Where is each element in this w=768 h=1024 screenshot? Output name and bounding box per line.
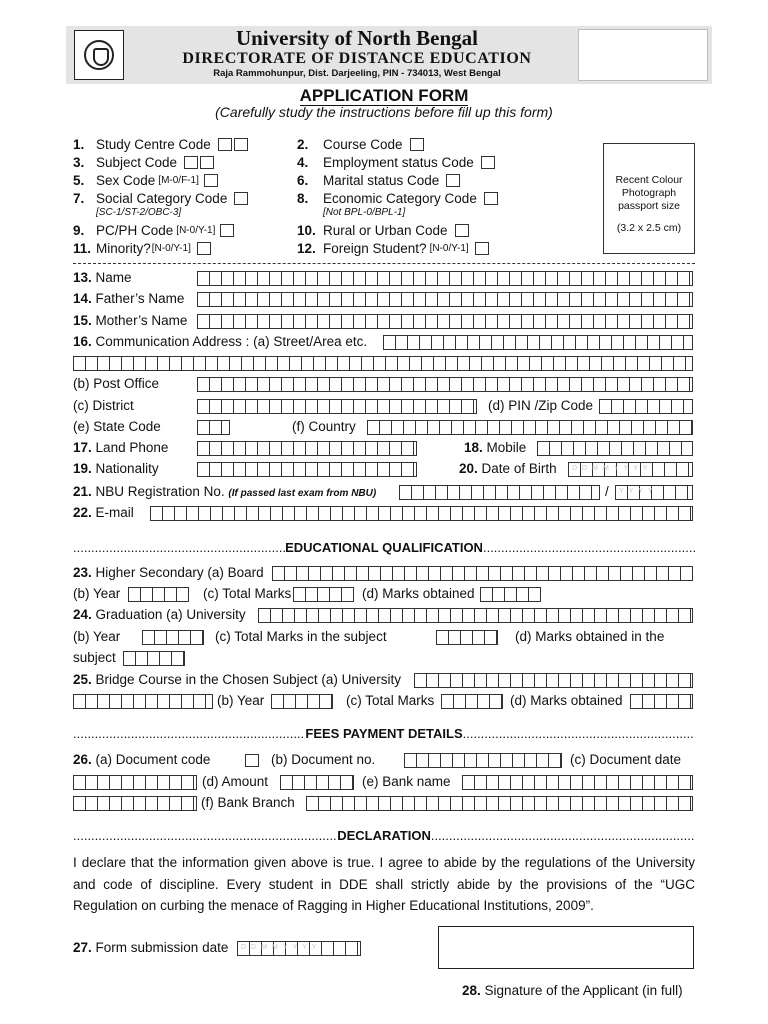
study-centre-box-2[interactable] bbox=[234, 138, 248, 151]
bridge-year-input[interactable] bbox=[271, 694, 333, 709]
bridge-university-input[interactable] bbox=[414, 673, 693, 688]
email-label: 22. E-mail bbox=[73, 505, 134, 520]
pcph-code-box[interactable] bbox=[220, 224, 234, 237]
post-office-label: (b) Post Office bbox=[73, 376, 160, 391]
email-input[interactable] bbox=[150, 506, 693, 521]
field-course-code: 2. Course Code bbox=[297, 134, 424, 154]
nationality-input[interactable] bbox=[197, 462, 417, 477]
field-marital-status: 6. Marital status Code bbox=[297, 170, 460, 190]
pin-label: (d) PIN /Zip Code bbox=[488, 398, 594, 413]
bridge-marks-obtained-label: (d) Marks obtained bbox=[510, 693, 623, 708]
hs-total-marks-input[interactable] bbox=[293, 587, 354, 602]
name-label: 13. Name bbox=[73, 270, 132, 285]
bank-name-label: (e) Bank name bbox=[362, 774, 451, 789]
graduation-university-input[interactable] bbox=[258, 608, 693, 623]
economic-category-box[interactable] bbox=[484, 192, 498, 205]
directorate-name: DIRECTORATE OF DISTANCE EDUCATION bbox=[182, 50, 532, 67]
registration-label: 21. NBU Registration No. (If passed last exam from NBU) bbox=[73, 484, 377, 499]
university-address: Raja Rammohunpur, Dist. Darjeeling, PIN - 734013, West Bengal bbox=[213, 68, 501, 79]
bank-name-input[interactable] bbox=[462, 775, 693, 790]
field-economic-category: 8. Economic Category Code bbox=[297, 188, 498, 208]
mother-name-label: 15. Mother’s Name bbox=[73, 313, 188, 328]
submission-date-label: 27. Form submission date bbox=[73, 940, 229, 955]
bank-branch-input[interactable] bbox=[306, 796, 693, 811]
economic-category-hint: [Not BPL-0/BPL-1] bbox=[323, 207, 406, 218]
office-use-box bbox=[578, 29, 708, 81]
amount-label: (d) Amount bbox=[202, 774, 269, 789]
graduation-marks-obtained-input[interactable] bbox=[123, 651, 185, 666]
document-code-box[interactable] bbox=[245, 754, 259, 767]
field-subject-code: 3. Subject Code bbox=[73, 152, 214, 172]
nationality-label: 19. Nationality bbox=[73, 461, 159, 476]
employment-status-box[interactable] bbox=[481, 156, 495, 169]
registration-year-hint: YYYY bbox=[619, 488, 658, 495]
photo-line-1: Recent Colour bbox=[615, 174, 683, 186]
course-code-box[interactable] bbox=[410, 138, 424, 151]
graduation-marks-obtained-label: (d) Marks obtained in the bbox=[515, 629, 665, 644]
subject-code-box-2[interactable] bbox=[200, 156, 214, 169]
dob-input[interactable] bbox=[568, 462, 693, 477]
hs-marks-obtained-label: (d) Marks obtained bbox=[362, 586, 475, 601]
hs-marks-obtained-input[interactable] bbox=[480, 587, 541, 602]
field-social-category: 7. Social Category Code bbox=[73, 188, 248, 208]
registration-year-input[interactable] bbox=[615, 485, 693, 500]
field-study-centre-code: 1. Study Centre Code bbox=[73, 134, 248, 154]
document-code-label: 26. (a) Document code bbox=[73, 752, 211, 767]
district-label: (c) District bbox=[73, 398, 134, 413]
country-label: (f) Country bbox=[292, 419, 356, 434]
university-seal-icon bbox=[84, 40, 114, 70]
bridge-course-label: 25. Bridge Course in the Chosen Subject (a) University bbox=[73, 672, 401, 687]
photo-line-2: Photograph bbox=[621, 187, 677, 199]
foreign-student-box[interactable] bbox=[475, 242, 489, 255]
bridge-total-marks-label: (c) Total Marks bbox=[346, 693, 435, 708]
street-input-1[interactable] bbox=[383, 335, 693, 350]
photograph-box[interactable] bbox=[603, 143, 695, 254]
post-office-input[interactable] bbox=[197, 377, 693, 392]
photo-line-3: passport size bbox=[618, 200, 680, 212]
signature-box[interactable] bbox=[438, 926, 694, 969]
field-employment-status: 4. Employment status Code bbox=[297, 152, 495, 172]
dob-label: 20. Date of Birth bbox=[459, 461, 557, 476]
document-date-label: (c) Document date bbox=[570, 752, 682, 767]
state-code-label: (e) State Code bbox=[73, 419, 161, 434]
bank-name-input-2[interactable] bbox=[73, 796, 197, 811]
father-name-input[interactable] bbox=[197, 292, 693, 307]
father-name-label: 14. Father’s Name bbox=[73, 291, 185, 306]
graduation-year-input[interactable] bbox=[142, 630, 204, 645]
bank-branch-label: (f) Bank Branch bbox=[201, 795, 295, 810]
form-title: APPLICATION FORM bbox=[299, 86, 469, 105]
field-minority: 11. Minority? [N-0/Y-1] bbox=[73, 238, 211, 258]
field-pcph-code: 9. PC/PH Code [N-0/Y-1] bbox=[73, 220, 234, 240]
field-sex-code: 5. Sex Code [M-0/F-1] bbox=[73, 170, 218, 190]
district-input[interactable] bbox=[197, 399, 477, 414]
minority-box[interactable] bbox=[197, 242, 211, 255]
submission-date-input[interactable] bbox=[237, 941, 361, 956]
fees-heading: ..... FEES PAYMENT DETAILS ..... bbox=[73, 726, 695, 741]
field-rural-urban: 10. Rural or Urban Code bbox=[297, 220, 469, 240]
university-name: University of North Bengal bbox=[235, 26, 479, 50]
hs-year-input[interactable] bbox=[128, 587, 189, 602]
document-no-input[interactable] bbox=[404, 753, 562, 768]
higher-secondary-label: 23. Higher Secondary (a) Board bbox=[73, 565, 264, 580]
rural-urban-box[interactable] bbox=[455, 224, 469, 237]
name-input[interactable] bbox=[197, 271, 693, 286]
form-subtitle: (Carefully study the instructions before fill up this form) bbox=[215, 104, 553, 120]
registration-input[interactable] bbox=[399, 485, 600, 500]
pin-input[interactable] bbox=[599, 399, 693, 414]
social-category-box[interactable] bbox=[234, 192, 248, 205]
submission-date-hint: DDMMYYYY bbox=[241, 944, 322, 951]
country-input[interactable] bbox=[367, 420, 693, 435]
document-no-label: (b) Document no. bbox=[271, 752, 376, 767]
document-date-input[interactable] bbox=[73, 775, 197, 790]
hs-board-input[interactable] bbox=[272, 566, 693, 581]
graduation-total-marks-label: (c) Total Marks in the subject bbox=[215, 629, 387, 644]
graduation-year-label: (b) Year bbox=[73, 629, 121, 644]
bridge-year-label: (b) Year bbox=[217, 693, 265, 708]
dob-hint: DDMMYYYY bbox=[572, 465, 653, 472]
section-divider bbox=[73, 263, 695, 264]
subject-code-box-1[interactable] bbox=[184, 156, 198, 169]
university-logo bbox=[74, 30, 124, 80]
land-phone-input[interactable] bbox=[197, 441, 417, 456]
address-label: 16. Communication Address : (a) Street/Area etc. bbox=[73, 334, 368, 349]
sex-code-box[interactable] bbox=[204, 174, 218, 187]
graduation-label: 24. Graduation (a) University bbox=[73, 607, 246, 622]
hs-year-label: (b) Year bbox=[73, 586, 121, 601]
photo-size: (3.2 x 2.5 cm) bbox=[616, 222, 682, 234]
land-phone-label: 17. Land Phone bbox=[73, 440, 169, 455]
mobile-label: 18. Mobile bbox=[464, 440, 527, 455]
bridge-marks-obtained-input[interactable] bbox=[630, 694, 693, 709]
declaration-text: I declare that the information given above is true. I agree to abide by the regulations of the University and code of discipline. Every student in DDE shall strictly abide by the provisions of the “UGC Regulation on curbing the menace of Ragging in Higher Educational Institutions, 2009”. bbox=[73, 855, 695, 913]
marital-status-box[interactable] bbox=[446, 174, 460, 187]
field-foreign-student: 12. Foreign Student? [N-0/Y-1] bbox=[297, 238, 489, 258]
mobile-input[interactable] bbox=[537, 441, 693, 456]
declaration-heading: ..... DECLARATION ..... bbox=[73, 828, 695, 843]
hs-total-marks-label: (c) Total Marks bbox=[203, 586, 292, 601]
study-centre-box-1[interactable] bbox=[218, 138, 232, 151]
street-input-2[interactable] bbox=[73, 356, 693, 371]
mother-name-input[interactable] bbox=[197, 314, 693, 329]
amount-input[interactable] bbox=[280, 775, 354, 790]
education-heading: ..... EDUCATIONAL QUALIFICATION ..... bbox=[73, 540, 695, 555]
bridge-total-marks-input[interactable] bbox=[441, 694, 503, 709]
signature-label: 28. Signature of the Applicant (in full) bbox=[462, 983, 683, 998]
registration-slash: / bbox=[605, 484, 609, 499]
social-category-hint: [SC-1/ST-2/OBC-3] bbox=[96, 207, 182, 218]
graduation-total-marks-input[interactable] bbox=[436, 630, 498, 645]
bridge-university-input-2[interactable] bbox=[73, 694, 213, 709]
state-code-input[interactable] bbox=[197, 420, 230, 435]
graduation-subject-label: subject bbox=[73, 650, 116, 665]
